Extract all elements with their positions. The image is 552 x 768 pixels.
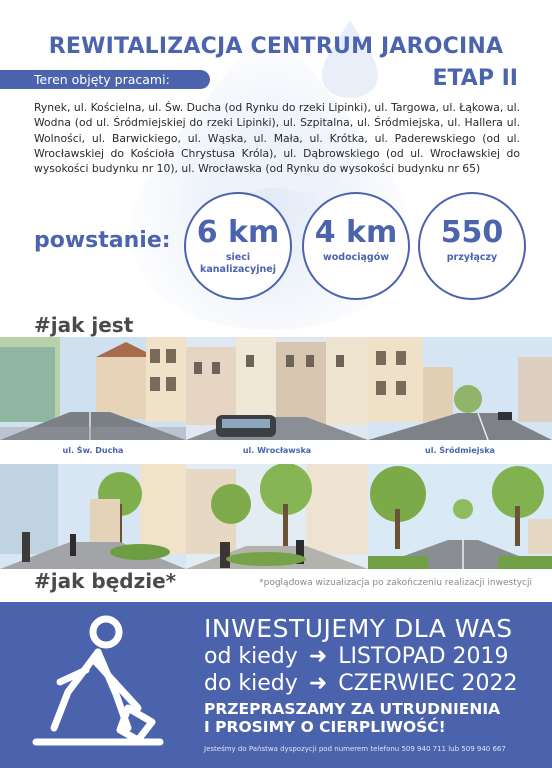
stat-value: 550 xyxy=(440,215,504,250)
arrow-right-icon: ➜ xyxy=(308,671,328,696)
apology-line: PRZEPRASZAMY ZA UTRUDNIENIA xyxy=(204,700,501,718)
caption-wroclawska: ul. Wrocławska xyxy=(242,446,312,455)
stat-value: 4 km xyxy=(314,215,398,250)
photo-after-sw-ducha xyxy=(0,464,186,569)
footer-headline: INWESTUJEMY DLA WAS xyxy=(204,614,513,643)
after-heading: #jak będzie* xyxy=(34,569,177,593)
footer-apology xyxy=(204,700,500,736)
footer-end xyxy=(204,671,517,696)
streets-list: Rynek, ul. Kościelna, ul. Św. Ducha (od Rynku do rzeki Lipinki), ul. Targowa, ul. Łąkowa, ul. Wodna (od ul. Śródmiejskiej do rzeki Lipinki), ul. Szpitalna, ul. Śródmiejska, ul. Hallera ul. Wolności, ul. Barwickiego, ul. Wąska, ul. Mała, ul. Krótka, ul. Paderewskiego (od ul. Wrocławskiej do Kościoła Chrystusa Króla), ul. Dąbrowskiego (od ul. Wrocławskiej do wysokości budynku nr 10), ul. Wrocławska (od Rynku do wysokości budynku nr 65) xyxy=(34,101,520,176)
stat-water xyxy=(302,192,410,300)
stat-value: 6 km xyxy=(196,215,280,250)
stat-label: sieci kanalizacyjnej xyxy=(200,252,276,275)
stats-heading: powstanie: xyxy=(34,228,171,253)
stage-label: ETAP II xyxy=(432,66,518,91)
area-label-bar: Teren objęty pracami: xyxy=(0,70,210,89)
photo-after-srodmiejska xyxy=(368,464,552,569)
road-worker-icon xyxy=(28,612,168,752)
stat-label: przyłączy xyxy=(446,252,498,263)
photo-after-wroclawska xyxy=(186,464,368,569)
visualization-note: *poglądowa wizualizacja po zakończeniu realizacji inwestycji xyxy=(259,578,532,588)
photo-before-sw-ducha xyxy=(0,337,186,440)
footer-start xyxy=(204,644,509,669)
end-value: CZERWIEC 2022 xyxy=(338,671,518,696)
stat-label: wodociągów xyxy=(322,252,390,263)
stat-sewer xyxy=(184,192,292,300)
start-value: LISTOPAD 2019 xyxy=(338,644,509,669)
apology-line: I PROSIMY O CIERPLIWOŚĆ! xyxy=(204,718,446,736)
footer-banner xyxy=(0,602,552,768)
footer-contact: Jesteśmy do Państwa dyspozycji pod numerem telefonu 509 940 711 lub 509 940 667 xyxy=(204,745,506,753)
before-heading: #jak jest xyxy=(34,313,134,337)
end-label: do kiedy xyxy=(204,671,298,696)
caption-sw-ducha: ul. Św. Ducha xyxy=(62,446,124,455)
start-label: od kiedy xyxy=(204,644,298,669)
stat-connections xyxy=(418,192,526,300)
photo-before-wroclawska xyxy=(186,337,368,440)
arrow-right-icon: ➜ xyxy=(308,644,328,669)
photo-before-srodmiejska xyxy=(368,337,552,440)
caption-srodmiejska: ul. Śródmiejska xyxy=(425,446,495,455)
page-title: REWITALIZACJA CENTRUM JAROCINA xyxy=(48,34,504,59)
